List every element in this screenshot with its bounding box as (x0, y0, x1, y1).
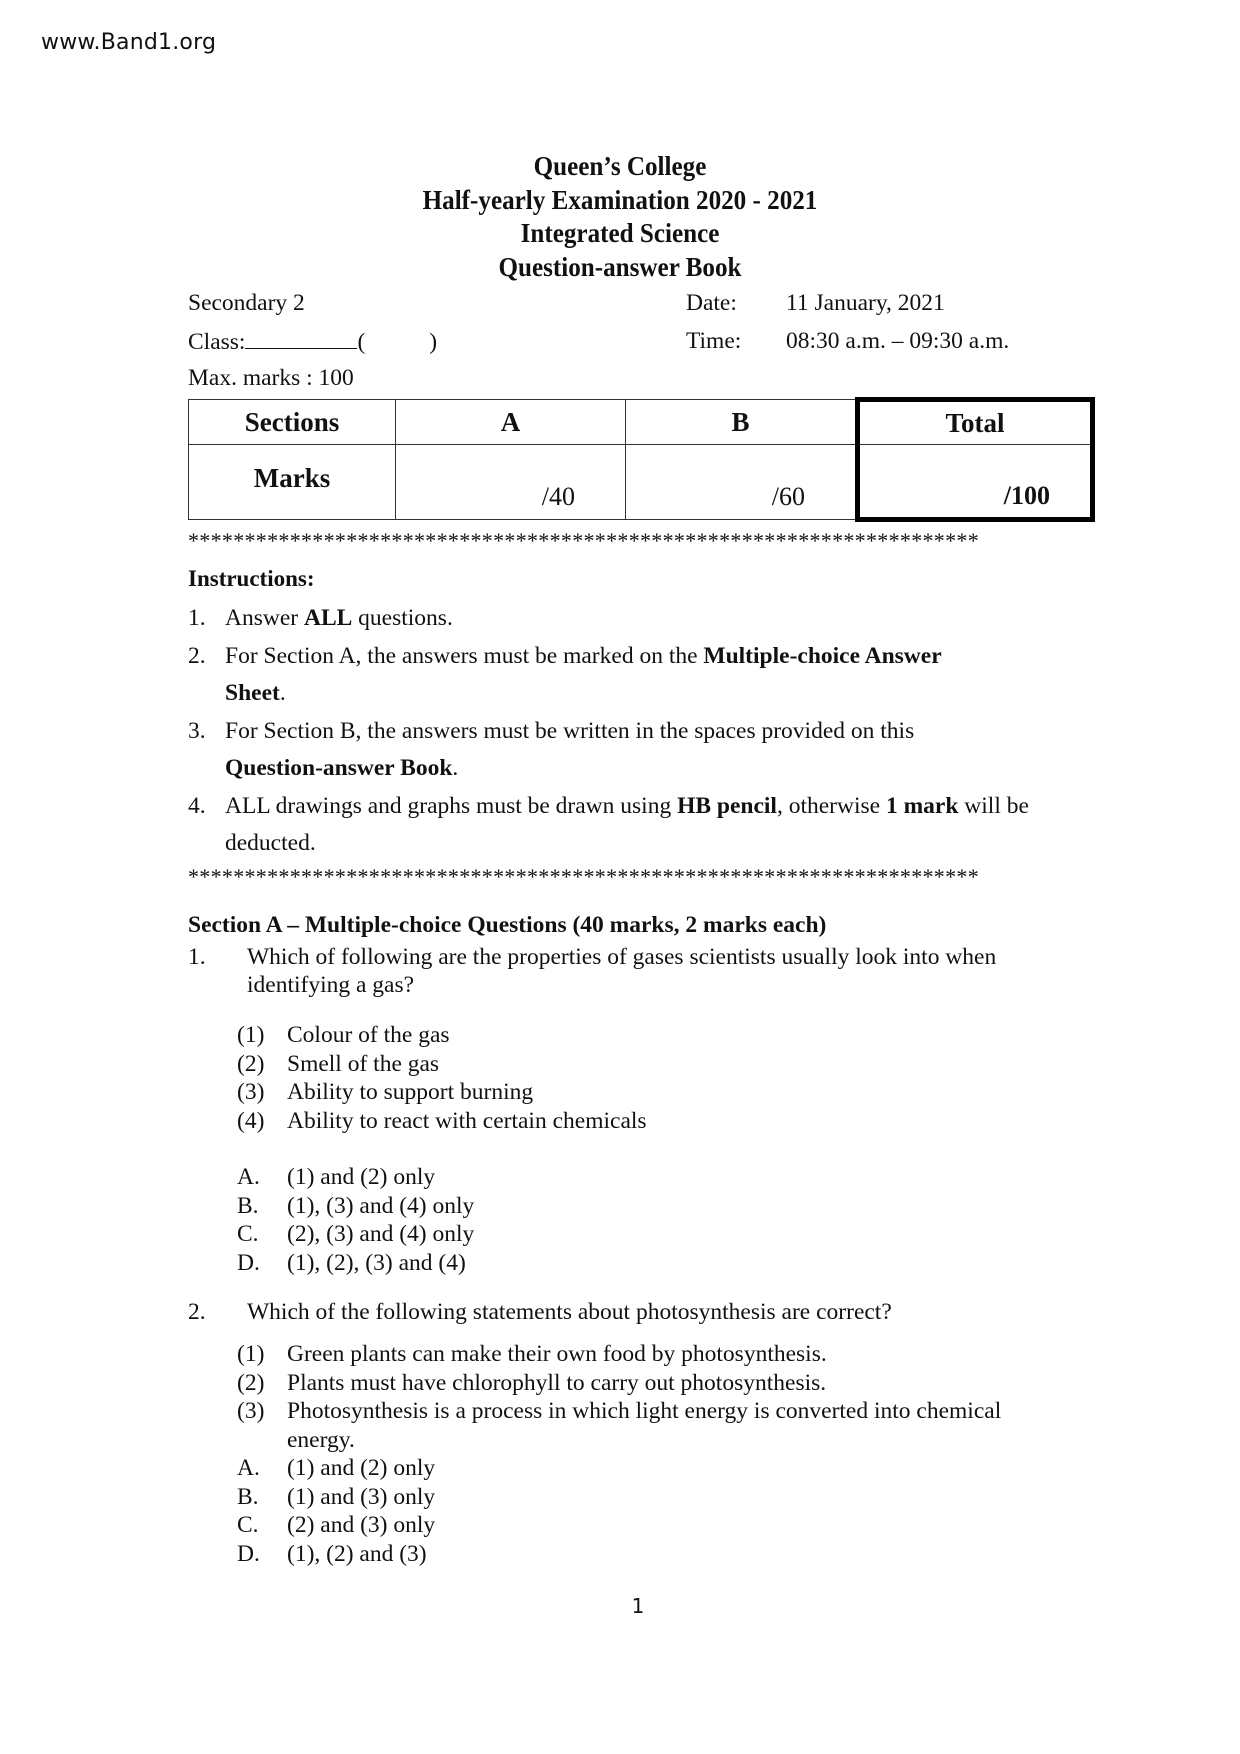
instruction-emphasis: HB pencil (677, 792, 777, 819)
marks-max-b: /60 (771, 482, 805, 511)
header-total: Total (858, 400, 1093, 445)
question-2 (188, 1298, 1088, 1568)
choice-key: D. (237, 1249, 260, 1276)
max-marks: Max. marks : 100 (188, 365, 354, 391)
school-name: Queen’s College (533, 151, 707, 181)
choice-d (237, 1540, 1088, 1569)
statement-key: (2) (237, 1050, 265, 1077)
class-number-close: ) (429, 329, 438, 355)
statement-key: (3) (237, 1079, 265, 1105)
statement-text: Smell of the gas (287, 1050, 440, 1077)
question-1 (188, 943, 1088, 1277)
choice-d (237, 1249, 1088, 1278)
instruction-text (225, 600, 453, 638)
date-label: Date: (686, 290, 737, 316)
choice-b (237, 1192, 1088, 1221)
class-number-open: ( (357, 329, 366, 355)
statements-list (237, 1021, 1088, 1135)
statements-list (237, 1340, 1088, 1454)
question-number: 2. (188, 1299, 206, 1325)
question-number: 1. (188, 944, 206, 970)
instruction-text-part: , otherwise (776, 792, 886, 819)
question-text: Which of following are the properties of gases scientists usually look into when identifying a gas? (247, 944, 997, 998)
choice-c (237, 1511, 1088, 1540)
instruction-text-part: will be deducted. (225, 792, 1029, 856)
marks-table-header (189, 400, 1093, 445)
class-label: Class: (188, 329, 246, 355)
separator-bottom: ********************************************************************** (188, 864, 979, 889)
choice-text: (2), (3) and (4) only (287, 1221, 475, 1247)
statement (237, 1369, 1088, 1398)
marks-max-total: /100 (1003, 481, 1050, 510)
statement-key: (2) (237, 1369, 265, 1396)
section-a-title: Section A – Multiple-choice Questions (40 marks, 2 marks each) (188, 912, 827, 938)
instruction-number: 2. (188, 642, 206, 669)
instruction-text (225, 638, 985, 713)
statement (237, 1107, 1088, 1136)
statement-key: (3) (237, 1398, 265, 1424)
choice-text: (1) and (3) only (287, 1483, 436, 1510)
choice-key: A. (237, 1455, 260, 1481)
instructions-title: Instructions: (188, 566, 315, 591)
separator-top: ********************************************************************** (188, 528, 979, 553)
choices-list (237, 1454, 1088, 1568)
instructions-list (188, 600, 1088, 863)
instruction-text-part: . (452, 755, 459, 781)
level: Secondary 2 (188, 290, 305, 316)
choice-text: (1) and (2) only (287, 1455, 436, 1481)
marks-cell-a[interactable] (396, 445, 626, 520)
statement (237, 1397, 1088, 1454)
instruction-item (188, 638, 1088, 713)
choice-key: B. (237, 1192, 259, 1219)
choice-text: (2) and (3) only (287, 1512, 436, 1538)
statement-text: Photosynthesis is a process in which light energy is converted into chemical energy. (287, 1398, 1002, 1453)
choice-a (237, 1163, 1088, 1192)
question-stem (188, 1298, 1088, 1326)
statement-text: Green plants can make their own food by photosynthesis. (287, 1341, 827, 1367)
page-number: 1 (631, 1594, 645, 1618)
marks-table (188, 397, 1095, 522)
choice-text: (1) and (2) only (287, 1164, 436, 1190)
instruction-text-part: For Section A, the answers must be marked on the (225, 642, 704, 669)
marks-max-a: /40 (541, 482, 575, 511)
instruction-text-part: ALL drawings and graphs must be drawn using (225, 792, 678, 819)
book-name: Question-answer Book (498, 251, 742, 282)
instruction-item (188, 600, 1088, 638)
header-section-a: A (396, 400, 626, 445)
statement-text: Ability to react with certain chemicals (287, 1107, 647, 1134)
statement (237, 1050, 1088, 1079)
statement-text: Plants must have chlorophyll to carry out photosynthesis. (287, 1369, 827, 1396)
time-label: Time: (686, 328, 742, 354)
question-stem (188, 943, 1088, 999)
instruction-emphasis: Multiple-choice Answer Sheet (225, 642, 942, 706)
marks-row-label: Marks (253, 462, 331, 493)
instruction-number: 4. (188, 792, 206, 819)
choice-key: D. (237, 1540, 260, 1567)
instruction-emphasis: ALL (303, 605, 353, 631)
statement-key: (4) (237, 1107, 265, 1134)
header-sections: Sections (189, 400, 396, 445)
choice-a (237, 1454, 1088, 1483)
choice-text: (1), (2), (3) and (4) (287, 1249, 466, 1276)
statement-key: (1) (237, 1341, 265, 1367)
instruction-text-part: questions. (352, 605, 453, 631)
time-value: 08:30 a.m. – 09:30 a.m. (786, 328, 1010, 354)
instruction-emphasis: 1 mark (885, 792, 959, 819)
instruction-text-part: . (279, 680, 286, 706)
marks-cell-total[interactable] (858, 445, 1093, 520)
instruction-emphasis: Question-answer Book (225, 755, 453, 781)
choices-list (237, 1163, 1088, 1277)
statement (237, 1021, 1088, 1050)
statement (237, 1078, 1088, 1107)
instruction-number: 3. (188, 717, 206, 744)
choice-text: (1), (3) and (4) only (287, 1192, 475, 1219)
choice-key: C. (237, 1221, 259, 1247)
marks-cell-b[interactable] (626, 445, 858, 520)
instruction-text (225, 788, 1085, 863)
exam-title-block (0, 150, 1240, 284)
instruction-text (225, 713, 985, 788)
instruction-item (188, 713, 1088, 788)
subject-name: Integrated Science (520, 218, 720, 248)
instruction-text-part: Answer (225, 605, 304, 631)
watermark: www.Band1.org (41, 30, 217, 55)
instruction-item (188, 788, 1088, 863)
marks-row-label-cell (189, 445, 396, 520)
choice-text: (1), (2) and (3) (287, 1540, 427, 1567)
choice-key: A. (237, 1164, 260, 1190)
choice-key: B. (237, 1483, 259, 1510)
choice-b (237, 1483, 1088, 1512)
statement-text: Ability to support burning (287, 1079, 534, 1105)
question-text: Which of the following statements about photosynthesis are correct? (247, 1299, 892, 1325)
instruction-number: 1. (188, 605, 206, 631)
class-blank[interactable] (245, 328, 357, 349)
choice-key: C. (237, 1512, 259, 1538)
class-field (188, 328, 437, 356)
instruction-text-part: For Section B, the answers must be written in the spaces provided on this (225, 717, 915, 744)
choice-c (237, 1220, 1088, 1249)
statement (237, 1340, 1088, 1369)
statement-text: Colour of the gas (287, 1022, 450, 1048)
statement-key: (1) (237, 1022, 265, 1048)
header-section-b: B (626, 400, 858, 445)
exam-name: Half-yearly Examination 2020 - 2021 (422, 184, 818, 215)
marks-table-row (189, 445, 1093, 520)
date-value: 11 January, 2021 (786, 290, 945, 316)
